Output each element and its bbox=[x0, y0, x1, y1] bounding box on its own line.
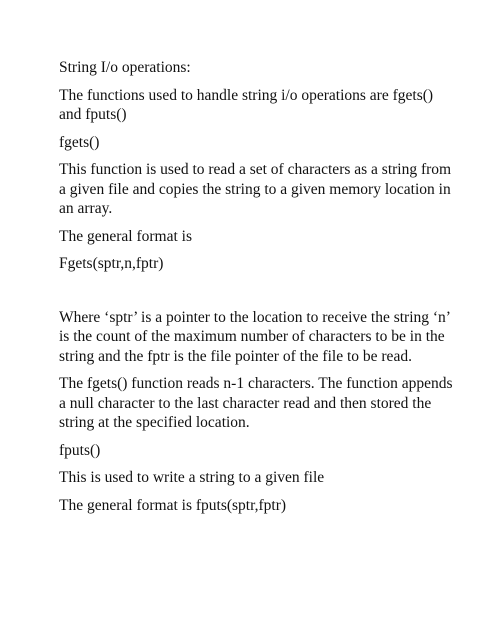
blank-line bbox=[59, 282, 459, 308]
paragraph-fputs-syntax: The general format is fputs(sptr,fptr) bbox=[59, 496, 287, 514]
paragraph-parameter-explanation: Where ‘sptr’ is a pointer to the location to receive the string ‘n’ is the count of the maximum number of characters to be in the string and the fptr is the file pointer of the file to be read. bbox=[59, 308, 450, 365]
paragraph-fputs-title: fputs() bbox=[59, 441, 101, 459]
paragraph-fgets-syntax: Fgets(sptr,n,fptr) bbox=[59, 255, 164, 272]
paragraph-fgets-behavior: The fgets() function reads n-1 characters. The function appends a null character to the last character read and then stored the string at the specified location. bbox=[59, 375, 453, 431]
paragraph-fgets-description: This function is used to read a set of characters as a string from a given file and copies the string to a given memory location in an array. bbox=[59, 161, 452, 217]
paragraph-general-format-label: The general format is bbox=[59, 227, 192, 245]
document-body bbox=[59, 58, 459, 523]
paragraph-fgets-title: fgets() bbox=[59, 133, 100, 151]
paragraph-fputs-description: This is used to write a string to a given file bbox=[59, 469, 325, 486]
paragraph-functions-intro: The functions used to handle string i/o operations are fgets() and fputs() bbox=[59, 86, 434, 123]
section-heading: String I/o operations: bbox=[59, 59, 191, 76]
